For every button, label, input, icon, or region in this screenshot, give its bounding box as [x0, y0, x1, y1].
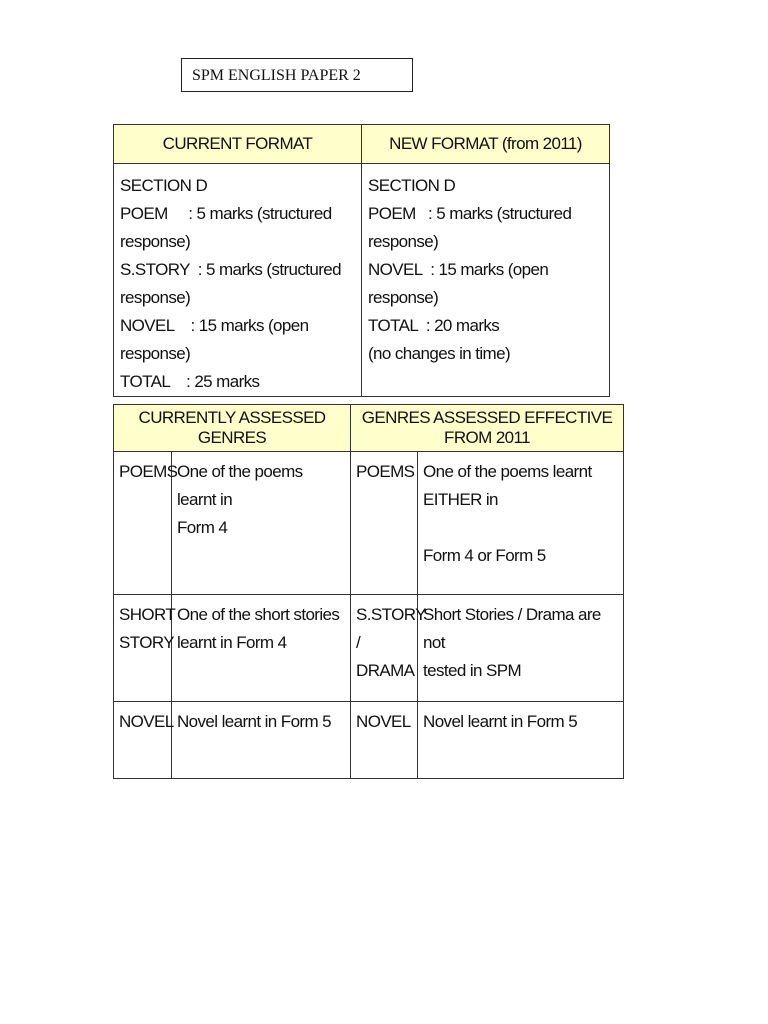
new-description-cell [418, 452, 624, 595]
format-comparison-table [113, 124, 610, 397]
text-line: SECTION D [120, 176, 208, 195]
text-line: POEM : 5 marks (structured [120, 204, 332, 223]
text-line: NOVEL [356, 712, 411, 731]
text-line: tested in SPM [423, 661, 522, 680]
header-current-format: CURRENT FORMAT [114, 125, 362, 164]
text-line: One of the poems learnt [423, 462, 592, 481]
text-line: Short Stories / Drama are not [423, 605, 601, 652]
header-new-genres: GENRES ASSESSED EFFECTIVE FROM 2011 [351, 405, 624, 452]
current-genre-cell [114, 595, 176, 702]
current-description-cell [172, 452, 351, 595]
current-format-cell [114, 164, 362, 397]
table-row [114, 452, 624, 595]
current-description-cell [172, 702, 351, 779]
text-line: SECTION D [368, 176, 456, 195]
current-description-cell [172, 595, 351, 702]
table-row [114, 702, 624, 779]
page-title: SPM ENGLISH PAPER 2 [181, 58, 413, 92]
text-line: S.STORY : 5 marks (structured [120, 260, 342, 279]
new-genre-cell [351, 702, 418, 779]
text-line: Novel learnt in Form 5 [423, 712, 578, 731]
text-line: One of the short stories [177, 605, 340, 624]
text-line: NOVEL : 15 marks (open response) [120, 316, 313, 363]
table-row [114, 164, 610, 397]
text-line: One of the poems learnt in [177, 462, 303, 509]
text-line: NOVEL [119, 712, 174, 731]
text-line: S.STORY [356, 605, 426, 624]
new-genre-cell [351, 595, 426, 702]
text-line: response) [368, 232, 439, 251]
new-description-cell [418, 595, 624, 702]
text-line: POEMS [356, 462, 415, 481]
text-line: (no changes in time) [368, 344, 511, 363]
new-format-cell [362, 164, 610, 397]
text-line: response) [120, 232, 191, 251]
text-line: Novel learnt in Form 5 [177, 712, 332, 731]
new-description-cell [418, 702, 624, 779]
text-line: DRAMA [356, 661, 415, 680]
text-line: Form 4 [177, 518, 228, 537]
table-row [114, 595, 624, 702]
text-line: response) [120, 288, 191, 307]
header-current-genres: CURRENTLY ASSESSED GENRES [114, 405, 351, 452]
blank-line [423, 514, 618, 542]
table-header-row [114, 405, 624, 452]
table-header-row [114, 125, 610, 164]
text-line: TOTAL : 20 marks [368, 316, 500, 335]
text-line: POEMS [119, 462, 178, 481]
new-genre-cell [351, 452, 418, 595]
current-genre-cell [114, 702, 172, 779]
text-line: EITHER in [423, 490, 498, 509]
text-line: learnt in Form 4 [177, 633, 287, 652]
header-new-format: NEW FORMAT (from 2011) [362, 125, 610, 164]
current-genre-cell [114, 452, 178, 595]
text-line: TOTAL : 25 marks [120, 372, 260, 391]
genre-comparison-table [113, 404, 624, 779]
text-line: POEM : 5 marks (structured [368, 204, 572, 223]
text-line: Form 4 or Form 5 [423, 546, 546, 565]
text-line: NOVEL : 15 marks (open response) [368, 260, 553, 307]
text-line: SHORT [119, 605, 176, 624]
text-line: / [356, 633, 361, 652]
text-line: STORY [119, 633, 174, 652]
